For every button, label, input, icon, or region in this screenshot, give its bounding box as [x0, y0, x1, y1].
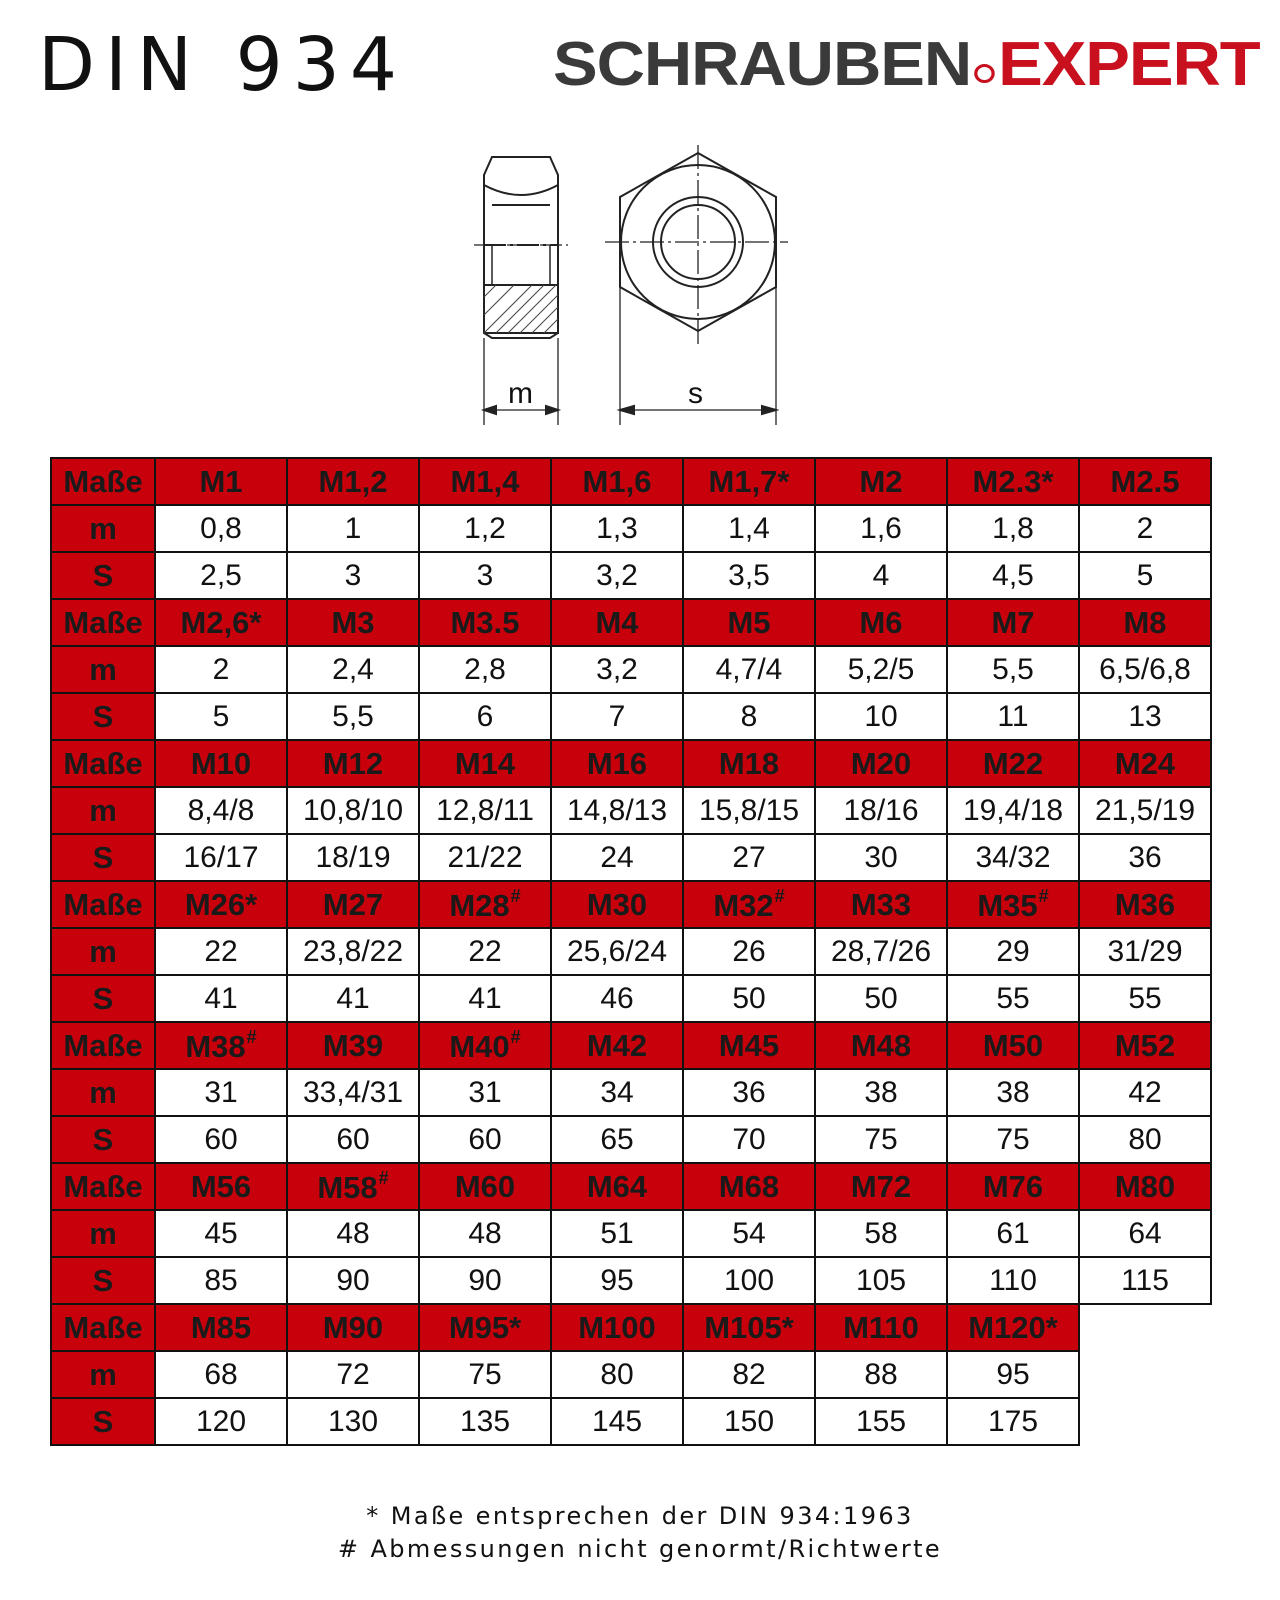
- corner-label: Maße: [51, 740, 155, 787]
- height-value: 68: [155, 1351, 287, 1398]
- size-header-cell: [947, 1304, 1079, 1351]
- height-value: 36: [683, 1069, 815, 1116]
- width-value: 34/32: [947, 834, 1079, 881]
- row-label: S: [51, 1116, 155, 1163]
- width-value: 90: [419, 1257, 551, 1304]
- size-header-cell: [287, 1022, 419, 1069]
- height-value: 1,8: [947, 505, 1079, 552]
- size-header-cell: [287, 458, 419, 505]
- width-value: 27: [683, 834, 815, 881]
- width-across-flats-row: [51, 975, 1211, 1022]
- size-label: M72: [850, 1168, 912, 1204]
- height-value: 4,7/4: [683, 646, 815, 693]
- width-value: 3,5: [683, 552, 815, 599]
- height-value: 31/29: [1079, 928, 1211, 975]
- height-value: 61: [947, 1210, 1079, 1257]
- size-label: M42: [586, 1027, 648, 1063]
- size-label: M36: [1114, 886, 1176, 922]
- size-header-cell: [287, 740, 419, 787]
- height-value: 25,6/24: [551, 928, 683, 975]
- footnote-hash: # Abmessungen nicht genormt/Richtwerte: [337, 1535, 943, 1563]
- width-value: 41: [419, 975, 551, 1022]
- size-header-row: [51, 881, 1211, 928]
- height-value: 88: [815, 1351, 947, 1398]
- row-label: S: [51, 975, 155, 1022]
- row-label: S: [51, 1257, 155, 1304]
- width-value: 24: [551, 834, 683, 881]
- size-label: M110: [843, 1309, 919, 1345]
- height-value: 2: [155, 646, 287, 693]
- logo-dot-icon: [974, 64, 995, 83]
- row-label: S: [51, 834, 155, 881]
- width-value: 41: [155, 975, 287, 1022]
- height-value: 8,4/8: [155, 787, 287, 834]
- size-header-cell: [683, 1163, 815, 1210]
- size-header-cell: [683, 881, 815, 928]
- size-header-row: [51, 458, 1211, 505]
- size-label: M12: [322, 745, 384, 781]
- height-value: 80: [551, 1351, 683, 1398]
- nonstandard-mark: #: [378, 1167, 389, 1188]
- width-value: 175: [947, 1398, 1079, 1445]
- size-label: M27: [322, 886, 384, 922]
- height-value: 64: [1079, 1210, 1211, 1257]
- width-value: 60: [155, 1116, 287, 1163]
- size-header-row: [51, 740, 1211, 787]
- corner-label: Maße: [51, 881, 155, 928]
- width-value: 36: [1079, 834, 1211, 881]
- size-label: M52: [1114, 1027, 1176, 1063]
- size-header-cell: [155, 1304, 287, 1351]
- width-across-flats-row: [51, 552, 1211, 599]
- width-value: 70: [683, 1116, 815, 1163]
- size-label: M120*: [968, 1309, 1058, 1345]
- height-value: 48: [419, 1210, 551, 1257]
- width-value: 90: [287, 1257, 419, 1304]
- height-row: [51, 646, 1211, 693]
- size-header-cell: [1079, 1163, 1211, 1210]
- height-value: 0,8: [155, 505, 287, 552]
- size-label: M1,2: [318, 463, 388, 499]
- width-value: 60: [287, 1116, 419, 1163]
- size-header-cell: [551, 881, 683, 928]
- row-label: m: [51, 505, 155, 552]
- size-label: M3: [331, 604, 375, 640]
- size-header-cell: [551, 1163, 683, 1210]
- corner-label: Maße: [51, 599, 155, 646]
- width-across-flats-row: [51, 1398, 1211, 1445]
- width-value: 4,5: [947, 552, 1079, 599]
- width-value: 60: [419, 1116, 551, 1163]
- size-header-cell: [1079, 599, 1211, 646]
- width-value: 55: [1079, 975, 1211, 1022]
- height-value: 51: [551, 1210, 683, 1257]
- width-value: 21/22: [419, 834, 551, 881]
- size-header-cell: [947, 599, 1079, 646]
- height-value: 48: [287, 1210, 419, 1257]
- width-value: 6: [419, 693, 551, 740]
- size-header-cell: [419, 599, 551, 646]
- size-label: M58: [317, 1169, 378, 1205]
- size-label: M32: [713, 887, 774, 923]
- width-value: 95: [551, 1257, 683, 1304]
- size-header-cell: [287, 1163, 419, 1210]
- size-header-cell: [947, 1163, 1079, 1210]
- height-value: 5,2/5: [815, 646, 947, 693]
- size-label: M76: [982, 1168, 1044, 1204]
- dimension-table: [50, 457, 1212, 1446]
- size-label: M2.5: [1110, 463, 1180, 499]
- width-across-flats-row: [51, 834, 1211, 881]
- size-label: M64: [586, 1168, 648, 1204]
- size-header-cell: [419, 458, 551, 505]
- size-header-cell: [155, 740, 287, 787]
- size-header-cell: [815, 740, 947, 787]
- size-label: M60: [454, 1168, 516, 1204]
- height-row: [51, 787, 1211, 834]
- height-value: 6,5/6,8: [1079, 646, 1211, 693]
- brand-logo: [553, 30, 1260, 100]
- empty-cell: [1079, 1398, 1211, 1445]
- width-value: 85: [155, 1257, 287, 1304]
- footnotes: [0, 1500, 1280, 1566]
- width-value: 5: [1079, 552, 1211, 599]
- height-value: 42: [1079, 1069, 1211, 1116]
- height-value: 1,4: [683, 505, 815, 552]
- height-value: 34: [551, 1069, 683, 1116]
- height-value: 31: [419, 1069, 551, 1116]
- size-label: M5: [727, 604, 771, 640]
- height-row: [51, 1210, 1211, 1257]
- size-label: M95*: [448, 1309, 522, 1345]
- row-label: m: [51, 1069, 155, 1116]
- height-value: 23,8/22: [287, 928, 419, 975]
- size-header-cell: [419, 1163, 551, 1210]
- height-value: 72: [287, 1351, 419, 1398]
- height-value: 2,4: [287, 646, 419, 693]
- corner-label: Maße: [51, 1022, 155, 1069]
- size-label: M1: [199, 463, 243, 499]
- size-header-cell: [1079, 740, 1211, 787]
- size-header-cell: [551, 1304, 683, 1351]
- size-label: M85: [190, 1309, 252, 1345]
- width-value: 135: [419, 1398, 551, 1445]
- width-across-flats-row: [51, 1257, 1211, 1304]
- width-across-flats-row: [51, 1116, 1211, 1163]
- logo-part-2: EXPERT: [998, 30, 1260, 99]
- size-label: M8: [1123, 604, 1167, 640]
- height-value: 2: [1079, 505, 1211, 552]
- height-value: 58: [815, 1210, 947, 1257]
- size-label: M35: [977, 887, 1038, 923]
- height-value: 2,8: [419, 646, 551, 693]
- height-value: 82: [683, 1351, 815, 1398]
- size-label: M1,7*: [708, 463, 790, 499]
- height-value: 29: [947, 928, 1079, 975]
- empty-cell: [1079, 1351, 1211, 1398]
- size-header-cell: [815, 881, 947, 928]
- width-value: 145: [551, 1398, 683, 1445]
- size-header-cell: [947, 881, 1079, 928]
- height-value: 26: [683, 928, 815, 975]
- size-header-cell: [287, 881, 419, 928]
- corner-label: Maße: [51, 1163, 155, 1210]
- height-value: 19,4/18: [947, 787, 1079, 834]
- size-label: M18: [718, 745, 780, 781]
- size-label: M68: [718, 1168, 780, 1204]
- size-header-cell: [815, 1022, 947, 1069]
- size-header-cell: [683, 1304, 815, 1351]
- height-value: 18/16: [815, 787, 947, 834]
- nonstandard-mark: #: [510, 885, 521, 906]
- size-header-cell: [683, 599, 815, 646]
- size-header-cell: [815, 599, 947, 646]
- width-value: 5,5: [287, 693, 419, 740]
- size-label: M2.3*: [972, 463, 1054, 499]
- width-value: 3: [419, 552, 551, 599]
- height-row: [51, 1351, 1211, 1398]
- size-header-cell: [1079, 881, 1211, 928]
- row-label: m: [51, 787, 155, 834]
- size-header-cell: [683, 1022, 815, 1069]
- size-label: M56: [190, 1168, 252, 1204]
- size-label: M45: [718, 1027, 780, 1063]
- width-value: 75: [947, 1116, 1079, 1163]
- width-value: 7: [551, 693, 683, 740]
- size-header-cell: [683, 740, 815, 787]
- size-header-cell: [947, 740, 1079, 787]
- height-value: 75: [419, 1351, 551, 1398]
- size-label: M26*: [184, 886, 258, 922]
- size-header-cell: [155, 458, 287, 505]
- width-value: 11: [947, 693, 1079, 740]
- page-title: DIN 934: [38, 22, 407, 108]
- label-s: s: [688, 377, 703, 410]
- width-value: 5: [155, 693, 287, 740]
- size-header-cell: [155, 1163, 287, 1210]
- height-value: 3,2: [551, 646, 683, 693]
- size-label: M22: [982, 745, 1044, 781]
- height-row: [51, 928, 1211, 975]
- size-header-cell: [287, 1304, 419, 1351]
- size-header-cell: [1079, 458, 1211, 505]
- width-value: 41: [287, 975, 419, 1022]
- width-value: 50: [683, 975, 815, 1022]
- height-value: 54: [683, 1210, 815, 1257]
- size-label: M16: [586, 745, 648, 781]
- width-value: 2,5: [155, 552, 287, 599]
- width-value: 30: [815, 834, 947, 881]
- height-value: 22: [155, 928, 287, 975]
- width-value: 3: [287, 552, 419, 599]
- size-header-cell: [683, 458, 815, 505]
- height-value: 95: [947, 1351, 1079, 1398]
- size-header-row: [51, 1304, 1211, 1351]
- height-value: 21,5/19: [1079, 787, 1211, 834]
- size-label: M90: [322, 1309, 384, 1345]
- size-header-cell: [815, 1163, 947, 1210]
- height-value: 38: [947, 1069, 1079, 1116]
- size-label: M7: [991, 604, 1035, 640]
- height-value: 12,8/11: [419, 787, 551, 834]
- nonstandard-mark: #: [1038, 885, 1049, 906]
- height-value: 1: [287, 505, 419, 552]
- size-header-cell: [947, 1022, 1079, 1069]
- width-value: 50: [815, 975, 947, 1022]
- row-label: S: [51, 1398, 155, 1445]
- size-header-cell: [551, 458, 683, 505]
- size-label: M100: [578, 1309, 656, 1345]
- size-header-cell: [551, 740, 683, 787]
- size-header-cell: [155, 1022, 287, 1069]
- size-label: M30: [586, 886, 648, 922]
- size-label: M4: [595, 604, 639, 640]
- size-header-cell: [287, 599, 419, 646]
- size-label: M24: [1114, 745, 1176, 781]
- height-value: 10,8/10: [287, 787, 419, 834]
- width-value: 13: [1079, 693, 1211, 740]
- empty-cell: [1079, 1304, 1211, 1351]
- size-label: M80: [1114, 1168, 1176, 1204]
- size-header-cell: [155, 881, 287, 928]
- size-header-cell: [815, 1304, 947, 1351]
- height-row: [51, 505, 1211, 552]
- size-header-cell: [1079, 1022, 1211, 1069]
- hex-nut-drawing: [470, 145, 800, 430]
- height-value: 1,6: [815, 505, 947, 552]
- height-value: 31: [155, 1069, 287, 1116]
- size-label: M2,6*: [180, 604, 262, 640]
- size-header-row: [51, 1163, 1211, 1210]
- size-header-cell: [419, 740, 551, 787]
- size-header-cell: [155, 599, 287, 646]
- size-label: M10: [190, 745, 252, 781]
- height-value: 5,5: [947, 646, 1079, 693]
- size-label: M38: [185, 1028, 246, 1064]
- width-value: 150: [683, 1398, 815, 1445]
- footnote-asterisk: * Maße entsprechen der DIN 934:1963: [366, 1502, 914, 1530]
- width-across-flats-row: [51, 693, 1211, 740]
- height-value: 1,3: [551, 505, 683, 552]
- width-value: 65: [551, 1116, 683, 1163]
- height-value: 14,8/13: [551, 787, 683, 834]
- size-header-row: [51, 1022, 1211, 1069]
- height-row: [51, 1069, 1211, 1116]
- height-value: 1,2: [419, 505, 551, 552]
- size-header-cell: [419, 881, 551, 928]
- width-value: 16/17: [155, 834, 287, 881]
- width-value: 110: [947, 1257, 1079, 1304]
- width-value: 155: [815, 1398, 947, 1445]
- width-value: 46: [551, 975, 683, 1022]
- width-value: 10: [815, 693, 947, 740]
- row-label: m: [51, 1351, 155, 1398]
- logo-part-1: SCHRAUBEN: [553, 30, 972, 99]
- size-label: M20: [850, 745, 912, 781]
- size-label: M28: [449, 887, 510, 923]
- label-m: m: [508, 377, 533, 410]
- row-label: S: [51, 693, 155, 740]
- size-header-cell: [551, 599, 683, 646]
- width-value: 115: [1079, 1257, 1211, 1304]
- height-value: 22: [419, 928, 551, 975]
- corner-label: Maße: [51, 458, 155, 505]
- width-value: 120: [155, 1398, 287, 1445]
- size-label: M6: [859, 604, 903, 640]
- size-label: M1,6: [582, 463, 652, 499]
- width-value: 130: [287, 1398, 419, 1445]
- size-label: M14: [454, 745, 516, 781]
- row-label: m: [51, 928, 155, 975]
- size-label: M2: [859, 463, 903, 499]
- width-value: 18/19: [287, 834, 419, 881]
- corner-label: Maße: [51, 1304, 155, 1351]
- size-label: M39: [322, 1027, 384, 1063]
- nonstandard-mark: #: [510, 1026, 521, 1047]
- size-header-cell: [815, 458, 947, 505]
- width-value: 80: [1079, 1116, 1211, 1163]
- size-label: M40: [449, 1028, 510, 1064]
- height-value: 38: [815, 1069, 947, 1116]
- size-label: M48: [850, 1027, 912, 1063]
- height-value: 45: [155, 1210, 287, 1257]
- size-header-row: [51, 599, 1211, 646]
- size-label: M50: [982, 1027, 1044, 1063]
- width-value: 55: [947, 975, 1079, 1022]
- size-header-cell: [947, 458, 1079, 505]
- width-value: 4: [815, 552, 947, 599]
- nonstandard-mark: #: [246, 1026, 257, 1047]
- width-value: 105: [815, 1257, 947, 1304]
- size-header-cell: [551, 1022, 683, 1069]
- size-label: M3.5: [450, 604, 520, 640]
- height-value: 28,7/26: [815, 928, 947, 975]
- width-value: 75: [815, 1116, 947, 1163]
- nonstandard-mark: #: [774, 885, 785, 906]
- height-value: 33,4/31: [287, 1069, 419, 1116]
- height-value: 15,8/15: [683, 787, 815, 834]
- row-label: S: [51, 552, 155, 599]
- size-header-cell: [419, 1022, 551, 1069]
- size-label: M1,4: [450, 463, 520, 499]
- size-header-cell: [419, 1304, 551, 1351]
- width-value: 3,2: [551, 552, 683, 599]
- row-label: m: [51, 646, 155, 693]
- size-label: M33: [850, 886, 912, 922]
- size-label: M105*: [704, 1309, 794, 1345]
- width-value: 100: [683, 1257, 815, 1304]
- row-label: m: [51, 1210, 155, 1257]
- width-value: 8: [683, 693, 815, 740]
